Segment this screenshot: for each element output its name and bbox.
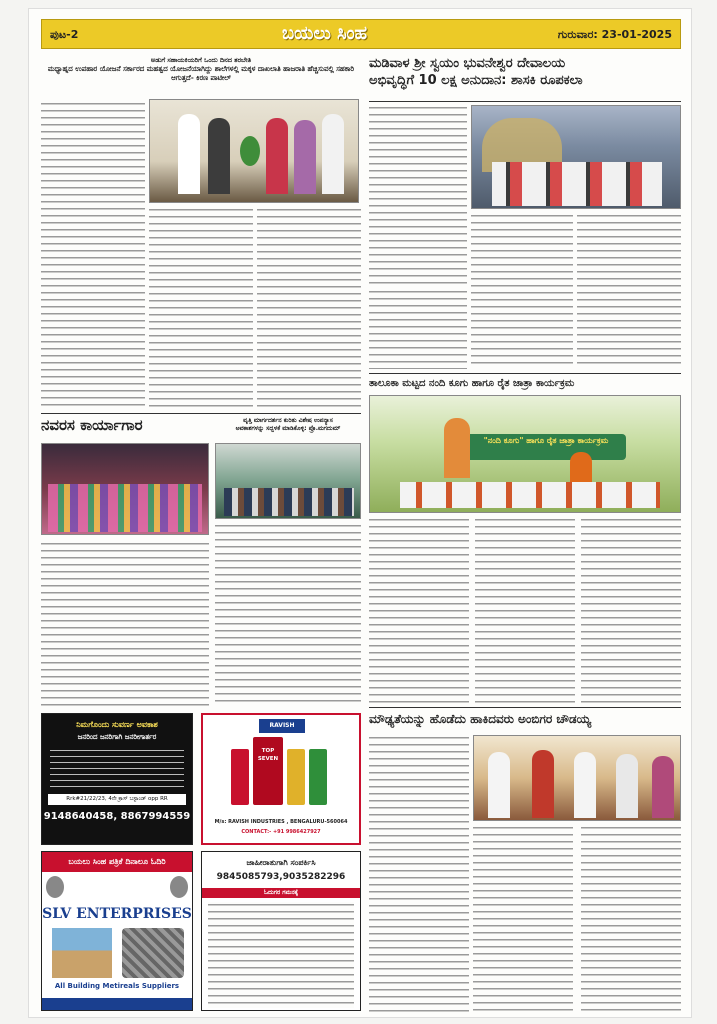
navarasa-heading — [41, 417, 209, 439]
issue-date: ಗುರುವಾರ: 23-01-2025 — [557, 28, 672, 41]
story-body-column — [257, 207, 361, 407]
story-headline: ತಾಲೂಕಾ ಮಟ್ಟದ ನಂದಿ ಕೂಗು ಹಾಗೂ ರೈತ ಜಾತ್ರಾ ಕಾರ್ಯಕ್ರಮ — [369, 378, 575, 389]
classified-notice-text — [208, 902, 354, 1008]
story-body-column — [577, 213, 681, 369]
story-headline: ನವರಸ ಕಾರ್ಯಾಗಾರ — [41, 417, 143, 434]
jobs-ad-title: ನಿಮಗೊಂದು ಸುವರ್ಣ ಅವಕಾಶ — [76, 720, 158, 729]
story-headline: ಮೌಢ್ಯತೆಯನ್ನು ಹೊಡೆದು ಹಾಕಿದವರು ಅಂಬಿಗರ ಚೌಡಯ್ಯ — [369, 712, 592, 726]
story-body-column — [369, 517, 469, 705]
ravish-company: M/s: RAVISH INDUSTRIES , BENGALURU-560064 — [214, 819, 348, 825]
slv-tagline: All Building Metireals Suppliers — [54, 982, 180, 990]
classified-phone: 9845085793,9035282296 — [216, 872, 346, 882]
story-body-column — [41, 541, 209, 707]
divider — [369, 373, 681, 374]
classified-subtitle: ಓದುಗರ ಗಮನಕ್ಕೆ — [202, 888, 360, 898]
story-headline: ಮಧ್ಯಾಹ್ನದ ಉಪಹಾರ ಯೋಜನೆ ಸರ್ಕಾರದ ಮಹತ್ವದ ಯೋಜನೆಯಾಗಿದ್ದು ಶಾಲೆಗಳಲ್ಲಿ ಮಕ್ಕಳ ದಾಖಲಾತಿ ಹಾಜರಾತಿ ಹೆಚ್ಚಿಸುವಲ್ಲಿ ಸಹಕಾರಿ ಆಗುತ್ತದೆ- ಕಿರಣ ಪಾಟೀಲ್ — [47, 65, 355, 82]
jobs-ad-phone: 9148640458, 8867994559 — [43, 811, 191, 822]
ravish-contact: CONTACT:- +91 9986427927 — [241, 829, 321, 835]
story-body-column — [149, 207, 253, 407]
story-photo-workshop — [41, 443, 209, 535]
middle-story-heading — [215, 417, 361, 441]
divider — [41, 413, 361, 414]
story-photo-nandi-stage — [369, 395, 681, 513]
jobs-ad — [41, 713, 193, 845]
ravish-ad — [201, 713, 361, 845]
slv-banner: ಬಯಲು ಸಿಂಹ ಪತ್ರಿಕೆ ದಿನಾಲೂ ಓದಿರಿ — [42, 852, 192, 872]
bottom-story-heading — [369, 711, 681, 731]
left-top-heading — [41, 55, 361, 99]
slv-footer — [42, 998, 192, 1010]
story-body-column — [369, 105, 467, 287]
divider — [369, 101, 681, 102]
slv-name: SLV ENTERPRISES — [42, 906, 192, 922]
divider — [369, 707, 681, 708]
story-headline: ಅಭಿವೃದ್ಧಿಗೆ 10 ಲಕ್ಷ ಅನುದಾನ: ಶಾಸಕಿ ರೂಪಕಲಾ — [369, 73, 583, 88]
story-photo-lecture — [215, 443, 361, 519]
story-photo-meeting — [149, 99, 359, 203]
story-body-column — [215, 523, 361, 707]
house-image — [52, 928, 112, 978]
story-photo-temple — [471, 105, 681, 209]
classified-title: ಜಾಹೀರಾತುಗಾಗಿ ಸಂಪರ್ಕಿಸಿ — [246, 858, 316, 867]
jobs-ad-subtitle: ಜನರಿಂದ ಜನರಿಗಾಗಿ ಜನರೀಗಾರ್ತರ — [77, 733, 157, 741]
avatar — [46, 876, 64, 898]
story-body-column — [475, 517, 575, 705]
page-number: ಪುಟ-2 — [50, 28, 79, 41]
product-bottle — [231, 749, 249, 805]
materials-image — [122, 928, 184, 978]
product-bottle — [309, 749, 327, 805]
story-body-column — [581, 825, 681, 1013]
jobs-ad-address: Rrk#21/22/23, 4ನೇ ಕ್ರಾಸ್ ಬಸ್ಟಾಂಡ್ opp RR — [48, 794, 186, 805]
classified-ad — [201, 851, 361, 1011]
story-headline: ಮಡಿವಾಳ ಶ್ರೀ ಸ್ವಯಂ ಭುವನೇಶ್ವರ ದೇವಾಲಯ — [369, 56, 566, 71]
avatar — [170, 876, 188, 898]
nandi-heading — [369, 377, 681, 393]
story-body-column — [471, 213, 573, 369]
product-bottle — [287, 749, 305, 805]
story-body-column — [369, 735, 469, 1013]
newspaper-page — [28, 8, 692, 1018]
product-bottle-main: TOP SEVEN — [253, 737, 283, 805]
event-banner: "ನಂದಿ ಕೂಗು" ಹಾಗೂ ರೈತ ಜಾತ್ರಾ ಕಾರ್ಯಕ್ರಮ — [466, 434, 626, 460]
story-photo-ambigara — [473, 735, 681, 821]
story-body-column — [41, 101, 145, 407]
story-body-column — [473, 825, 573, 1013]
story-subhead: ಅವಕಾಶಗಳನ್ನು ಸದ್ಬಳಕೆ ಮಾಡಿಕೊಳ್ಳಿ: ಪ್ರೊ.ಮಗದುಮ್ — [235, 425, 341, 432]
story-headline: ವೃತ್ತಿ ಮಾರ್ಗದರ್ಶನ ಕುರಿತು ವಿಶೇಷ ಉಪನ್ಯಾಸ — [243, 417, 333, 424]
jobs-ad-details — [50, 748, 184, 788]
ravish-brand: RAVISH — [259, 719, 305, 733]
slv-ad — [41, 851, 193, 1011]
newspaper-name: ಬಯಲು ಸಿಂಹ — [282, 23, 368, 44]
story-body-column — [581, 517, 681, 705]
story-kicker: ಅಡುಗೆ ಸಹಾಯಕಿಯರಿಗೆ ಒಂದು ದಿನದ ತರಬೇತಿ — [150, 56, 252, 64]
masthead — [41, 19, 681, 49]
story-body-column — [369, 289, 467, 369]
right-top-heading — [369, 55, 681, 101]
